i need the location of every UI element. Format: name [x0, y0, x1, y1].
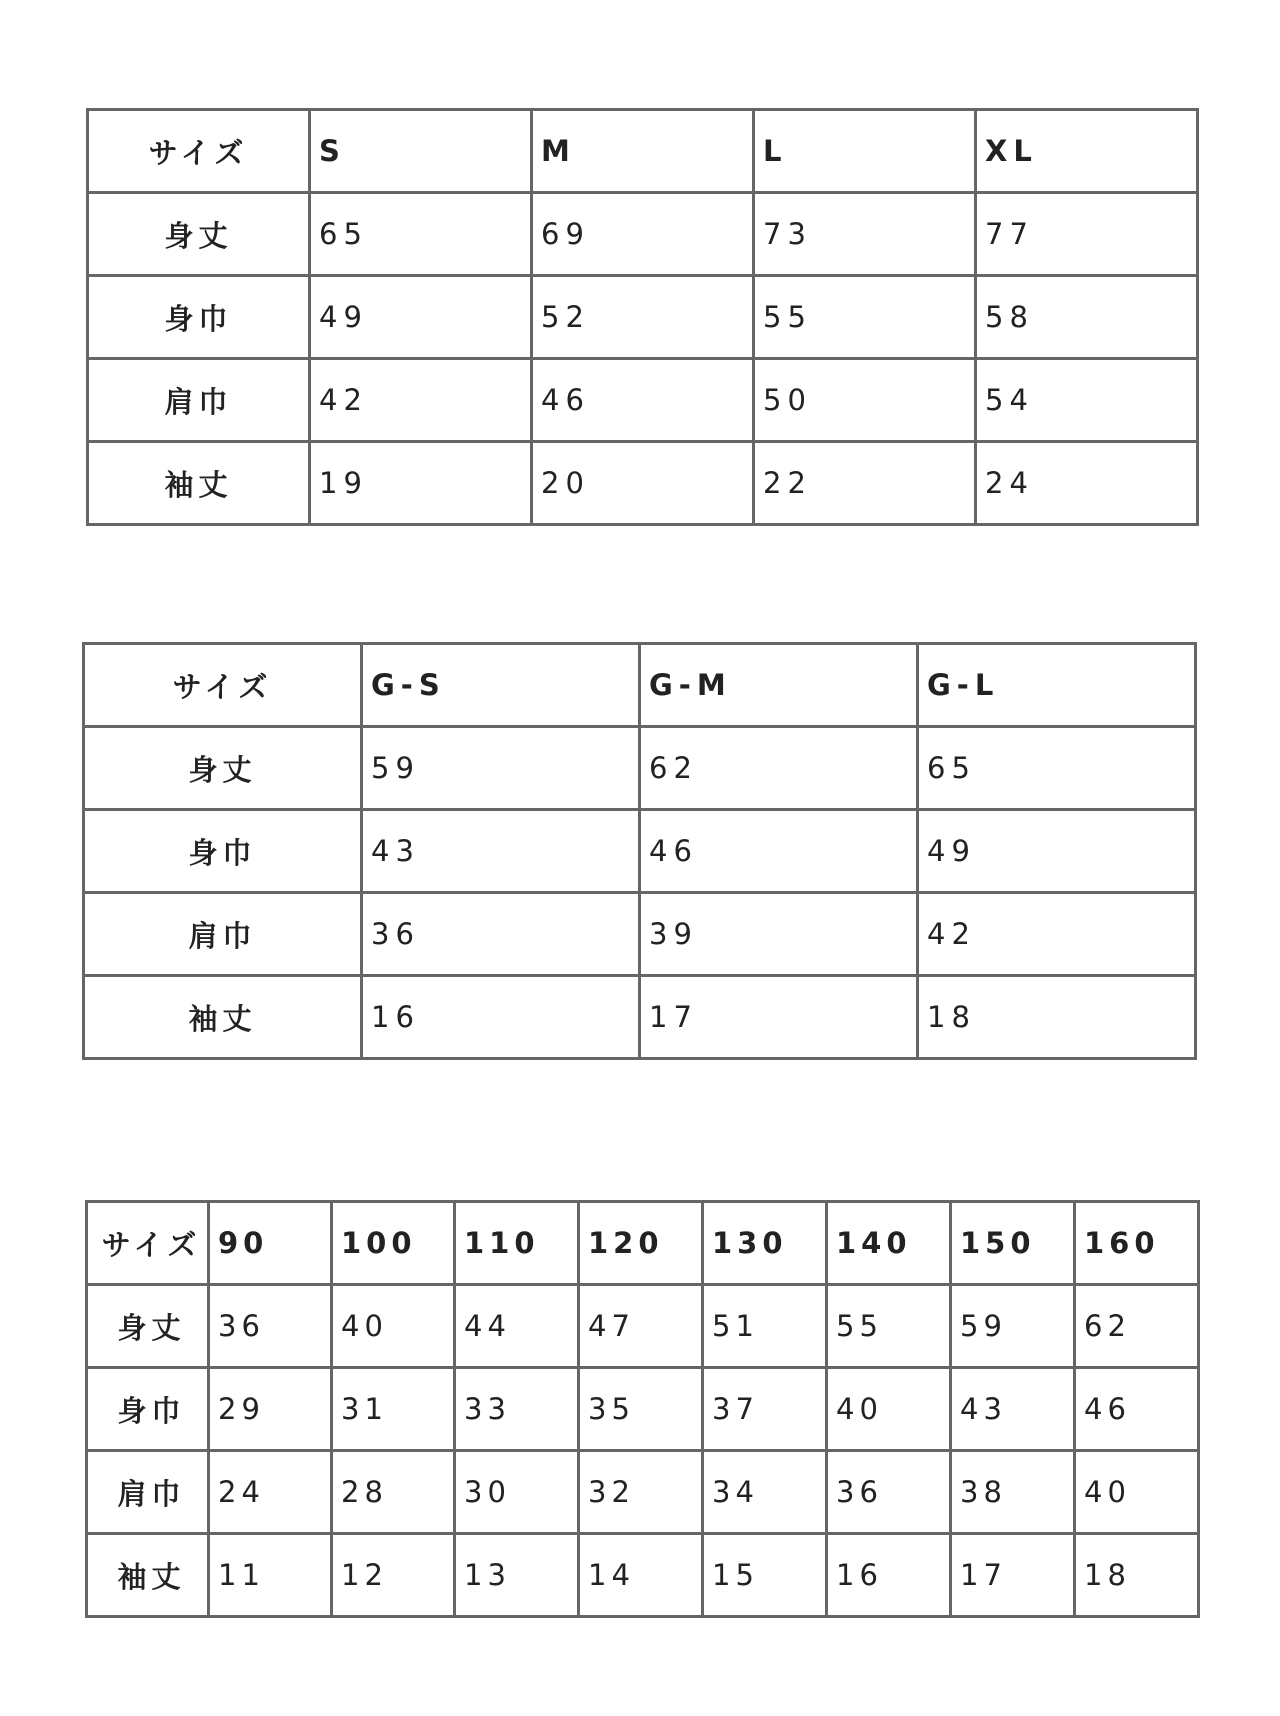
- row-label: 身巾: [84, 810, 362, 893]
- measurement-cell: 13: [455, 1534, 579, 1617]
- measurement-cell: 33: [455, 1368, 579, 1451]
- measurement-cell: 29: [209, 1368, 332, 1451]
- measurement-cell: 58: [976, 276, 1198, 359]
- table-row: [87, 1285, 1199, 1368]
- size-column-header: S: [310, 110, 532, 193]
- measurement-cell: 36: [362, 893, 640, 976]
- measurement-cell: 36: [827, 1451, 951, 1534]
- row-label: 袖丈: [84, 976, 362, 1059]
- size-column-header: G-S: [362, 644, 640, 727]
- row-label: 身巾: [88, 276, 310, 359]
- row-label: 身丈: [84, 727, 362, 810]
- row-label: 身丈: [87, 1285, 209, 1368]
- measurement-cell: 11: [209, 1534, 332, 1617]
- measurement-cell: 46: [532, 359, 754, 442]
- measurement-cell: 36: [209, 1285, 332, 1368]
- measurement-cell: 65: [918, 727, 1196, 810]
- measurement-cell: 22: [754, 442, 976, 525]
- row-label: 袖丈: [88, 442, 310, 525]
- measurement-cell: 39: [640, 893, 918, 976]
- size-column-header: 130: [703, 1202, 827, 1285]
- measurement-cell: 59: [362, 727, 640, 810]
- measurement-cell: 40: [1075, 1451, 1199, 1534]
- measurement-cell: 42: [310, 359, 532, 442]
- size-table-g: [82, 642, 1197, 1060]
- measurement-cell: 52: [532, 276, 754, 359]
- measurement-cell: 28: [332, 1451, 455, 1534]
- size-table-adult: [86, 108, 1199, 526]
- measurement-cell: 59: [951, 1285, 1075, 1368]
- measurement-cell: 17: [640, 976, 918, 1059]
- table-row: [84, 727, 1196, 810]
- size-column-header: 100: [332, 1202, 455, 1285]
- measurement-cell: 35: [579, 1368, 703, 1451]
- measurement-cell: 40: [332, 1285, 455, 1368]
- measurement-cell: 47: [579, 1285, 703, 1368]
- table-row: [84, 893, 1196, 976]
- size-header-label: サイズ: [84, 644, 362, 727]
- table-row: [87, 1534, 1199, 1617]
- measurement-cell: 43: [951, 1368, 1075, 1451]
- size-header-label: サイズ: [87, 1202, 209, 1285]
- table-row: [87, 1451, 1199, 1534]
- measurement-cell: 49: [918, 810, 1196, 893]
- measurement-cell: 54: [976, 359, 1198, 442]
- row-label: 身丈: [88, 193, 310, 276]
- size-column-header: XL: [976, 110, 1198, 193]
- measurement-cell: 31: [332, 1368, 455, 1451]
- measurement-cell: 12: [332, 1534, 455, 1617]
- measurement-cell: 38: [951, 1451, 1075, 1534]
- measurement-cell: 24: [976, 442, 1198, 525]
- size-column-header: 150: [951, 1202, 1075, 1285]
- measurement-cell: 34: [703, 1451, 827, 1534]
- measurement-cell: 18: [1075, 1534, 1199, 1617]
- measurement-cell: 51: [703, 1285, 827, 1368]
- size-column-header: 160: [1075, 1202, 1199, 1285]
- size-header-label: サイズ: [88, 110, 310, 193]
- measurement-cell: 16: [362, 976, 640, 1059]
- measurement-cell: 14: [579, 1534, 703, 1617]
- measurement-cell: 69: [532, 193, 754, 276]
- row-label: 肩巾: [87, 1451, 209, 1534]
- size-column-header: 90: [209, 1202, 332, 1285]
- measurement-cell: 15: [703, 1534, 827, 1617]
- measurement-cell: 49: [310, 276, 532, 359]
- row-label: 袖丈: [87, 1534, 209, 1617]
- measurement-cell: 18: [918, 976, 1196, 1059]
- size-column-header: 140: [827, 1202, 951, 1285]
- measurement-cell: 62: [1075, 1285, 1199, 1368]
- measurement-cell: 37: [703, 1368, 827, 1451]
- size-column-header: M: [532, 110, 754, 193]
- table-row: [88, 276, 1198, 359]
- measurement-cell: 19: [310, 442, 532, 525]
- table-row: [88, 359, 1198, 442]
- measurement-cell: 50: [754, 359, 976, 442]
- table-row: [84, 810, 1196, 893]
- table-header-row: [88, 110, 1198, 193]
- table-header-row: [87, 1202, 1199, 1285]
- size-column-header: G-L: [918, 644, 1196, 727]
- measurement-cell: 55: [754, 276, 976, 359]
- measurement-cell: 73: [754, 193, 976, 276]
- table-header-row: [84, 644, 1196, 727]
- measurement-cell: 40: [827, 1368, 951, 1451]
- row-label: 肩巾: [84, 893, 362, 976]
- measurement-cell: 16: [827, 1534, 951, 1617]
- measurement-cell: 55: [827, 1285, 951, 1368]
- measurement-cell: 62: [640, 727, 918, 810]
- size-table-kids: [85, 1200, 1200, 1618]
- size-column-header: L: [754, 110, 976, 193]
- measurement-cell: 42: [918, 893, 1196, 976]
- measurement-cell: 65: [310, 193, 532, 276]
- size-column-header: 110: [455, 1202, 579, 1285]
- table-row: [88, 442, 1198, 525]
- row-label: 身巾: [87, 1368, 209, 1451]
- measurement-cell: 20: [532, 442, 754, 525]
- row-label: 肩巾: [88, 359, 310, 442]
- table-row: [88, 193, 1198, 276]
- measurement-cell: 17: [951, 1534, 1075, 1617]
- measurement-cell: 46: [1075, 1368, 1199, 1451]
- size-column-header: 120: [579, 1202, 703, 1285]
- measurement-cell: 44: [455, 1285, 579, 1368]
- table-row: [84, 976, 1196, 1059]
- measurement-cell: 46: [640, 810, 918, 893]
- table-row: [87, 1368, 1199, 1451]
- measurement-cell: 32: [579, 1451, 703, 1534]
- measurement-cell: 43: [362, 810, 640, 893]
- measurement-cell: 77: [976, 193, 1198, 276]
- size-column-header: G-M: [640, 644, 918, 727]
- measurement-cell: 30: [455, 1451, 579, 1534]
- measurement-cell: 24: [209, 1451, 332, 1534]
